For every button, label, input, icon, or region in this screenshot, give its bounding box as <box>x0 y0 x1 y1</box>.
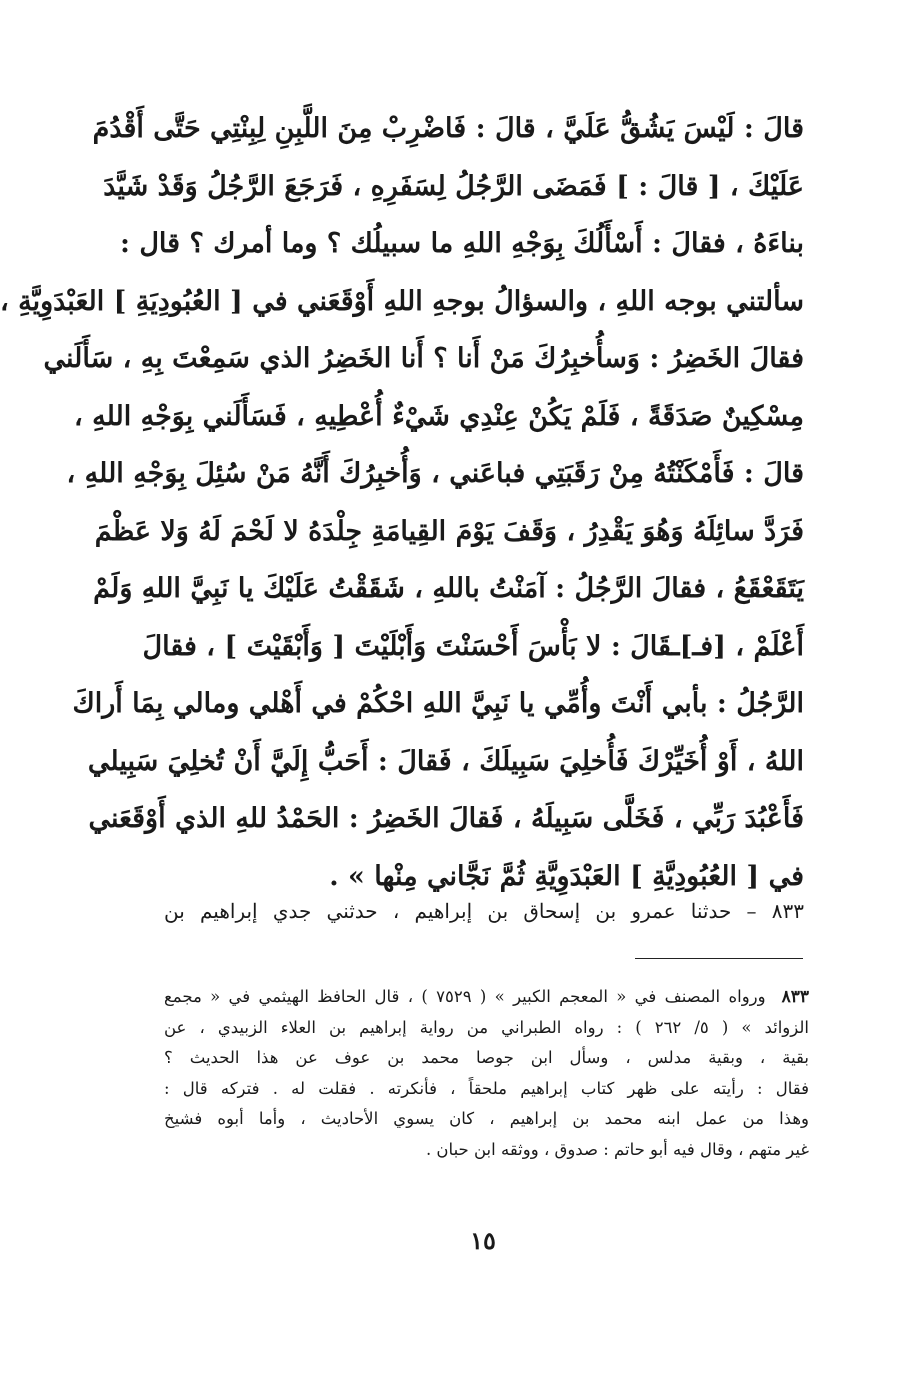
main-text-line: سألتني بوجه اللهِ ، والسؤالُ بوجهِ اللهِ أَوْقَعَني في [ العُبُودِيَةِ ] العَبْدَوِيَّةِ ، <box>0 285 804 317</box>
main-text-line: فَأَعْبُدَ رَبِّي ، فَخَلَّى سَبِيلَهُ ، فَقالَ الخَضِرُ : الحَمْدُ للهِ الذي أَوْقَعَني <box>88 803 804 834</box>
footnote-number: ٨٣٣ <box>781 987 809 1007</box>
footnote-line: الزوائد » ( ٥/ ٢٦٢ ) : رواه الطبراني من رواية إبراهيم بن العلاء الزبيدي ، عن <box>164 1017 809 1037</box>
footnote-line-text: ورواه المصنف في « المعجم الكبير » ( ٧٥٢٩ ) ، قال الحافظ الهيثمي في « مجمع <box>164 987 766 1006</box>
main-text-block <box>0 100 804 905</box>
footnote-line: وهذا من عمل ابنه محمد بن إبراهيم ، كان يسوي الأحاديث ، وأما أبوه فشيخ <box>164 1109 809 1128</box>
page-number: ١٥ <box>470 1226 496 1255</box>
main-text-line: يَتَقَعْقَعُ ، فقالَ الرَّجُلُ : آمَنْتُ باللهِ ، شَقَقْتُ عَلَيْكَ يا نَبِيَّ اللهِ وَلَمْ <box>93 573 804 604</box>
main-text-line: بناءَهُ ، فقالَ : أَسْأَلُكَ بِوَجْهِ اللهِ ما سبيلُك ؟ وما أمرك ؟ قال : <box>119 228 804 259</box>
main-text-line: في [ العُبُودِيَّةِ ] العَبْدَوِيَّةِ ثُمَّ نَجَّاني مِنْها » . <box>329 860 804 892</box>
footnote-separator <box>635 958 803 959</box>
footnote-line: بقية ، وبقية مدلس ، وسأل ابن جوصا محمد بن عوف عن هذا الحديث ؟ <box>164 1048 809 1067</box>
footnote-line: غير متهم ، وقال فيه أبو حاتم : صدوق ، ووثقه ابن حبان . <box>425 1139 809 1159</box>
main-text-line: اللهُ ، أَوْ أُخَيِّرْكَ فَأُخلِيَ سَبِيلَكَ ، فَقالَ : أَحَبُّ إِلَيَّ أَنْ تُخلِيَ سَبِيلي <box>87 745 804 777</box>
footnotes-block <box>164 982 809 1165</box>
hadith-intro-line: ٨٣٣ – حدثنا عمرو بن إسحاق بن إبراهيم ، حدثني جدي إبراهيم بن <box>164 899 804 923</box>
main-text-line: قالَ : فَأَمْكَنْتُهُ مِنْ رَقَبَتِي فباعَني ، وَأُخبِرُكَ أَنَّهُ مَنْ سُئِلَ بِوَجْهِ اللهِ ، <box>66 458 804 489</box>
footnote-first-line <box>164 982 809 1013</box>
main-text-line: مِسْكِينٌ صَدَقَةً ، فَلَمْ يَكُنْ عِنْدِي شَيْءٌ أُعْطِيهِ ، فَسَأَلَني بِوَجْهِ اللهِ ، <box>73 400 804 432</box>
main-text-line: فقالَ الخَضِرُ : وَسأُخبِرُكَ مَنْ أَنا ؟ أَنا الخَضِرُ الذي سَمِعْتَ بِهِ ، سَأَلَني <box>43 343 804 374</box>
footnote-line: فقال : رأيته على ظهر كتاب إبراهيم ملحقاً ، فأنكرته . فقلت له . فتركه قال : <box>164 1078 809 1098</box>
main-text-line: فَرَدَّ سائِلَهُ وَهُوَ يَقْدِرُ ، وَقَفَ يَوْمَ القِيامَةِ جِلْدَهُ لا لَحْمَ لَهُ وَلا عَظْمَ <box>94 515 804 547</box>
main-text-line: الرَّجُلُ : بأبي أَنْتَ وأُمِّي يا نَبِيَّ اللهِ احْكُمْ في أَهْلي ومالي بِمَا أَراكَ <box>72 688 804 719</box>
main-text-line: قالَ : لَيْسَ يَشُقُّ عَلَيَّ ، قالَ : فَاضْرِبْ مِنَ اللَّبِنِ لِبِنْتِي حَتَّى أَقْدُمَ <box>92 113 804 144</box>
main-text-line: أَعْلَمْ ، [فـ]ـقَالَ : لا بَأْسَ أَحْسَنْتَ وَأَبْلَيْتَ [ وَأَبْقَيْتَ ] ، فقالَ <box>142 630 804 662</box>
main-text-line: عَلَيْكَ ، [ قالَ : ] فَمَضَى الرَّجُلُ لِسَفَرِهِ ، فَرَجَعَ الرَّجُلُ وَقَدْ شَيَّدَ <box>103 170 804 202</box>
